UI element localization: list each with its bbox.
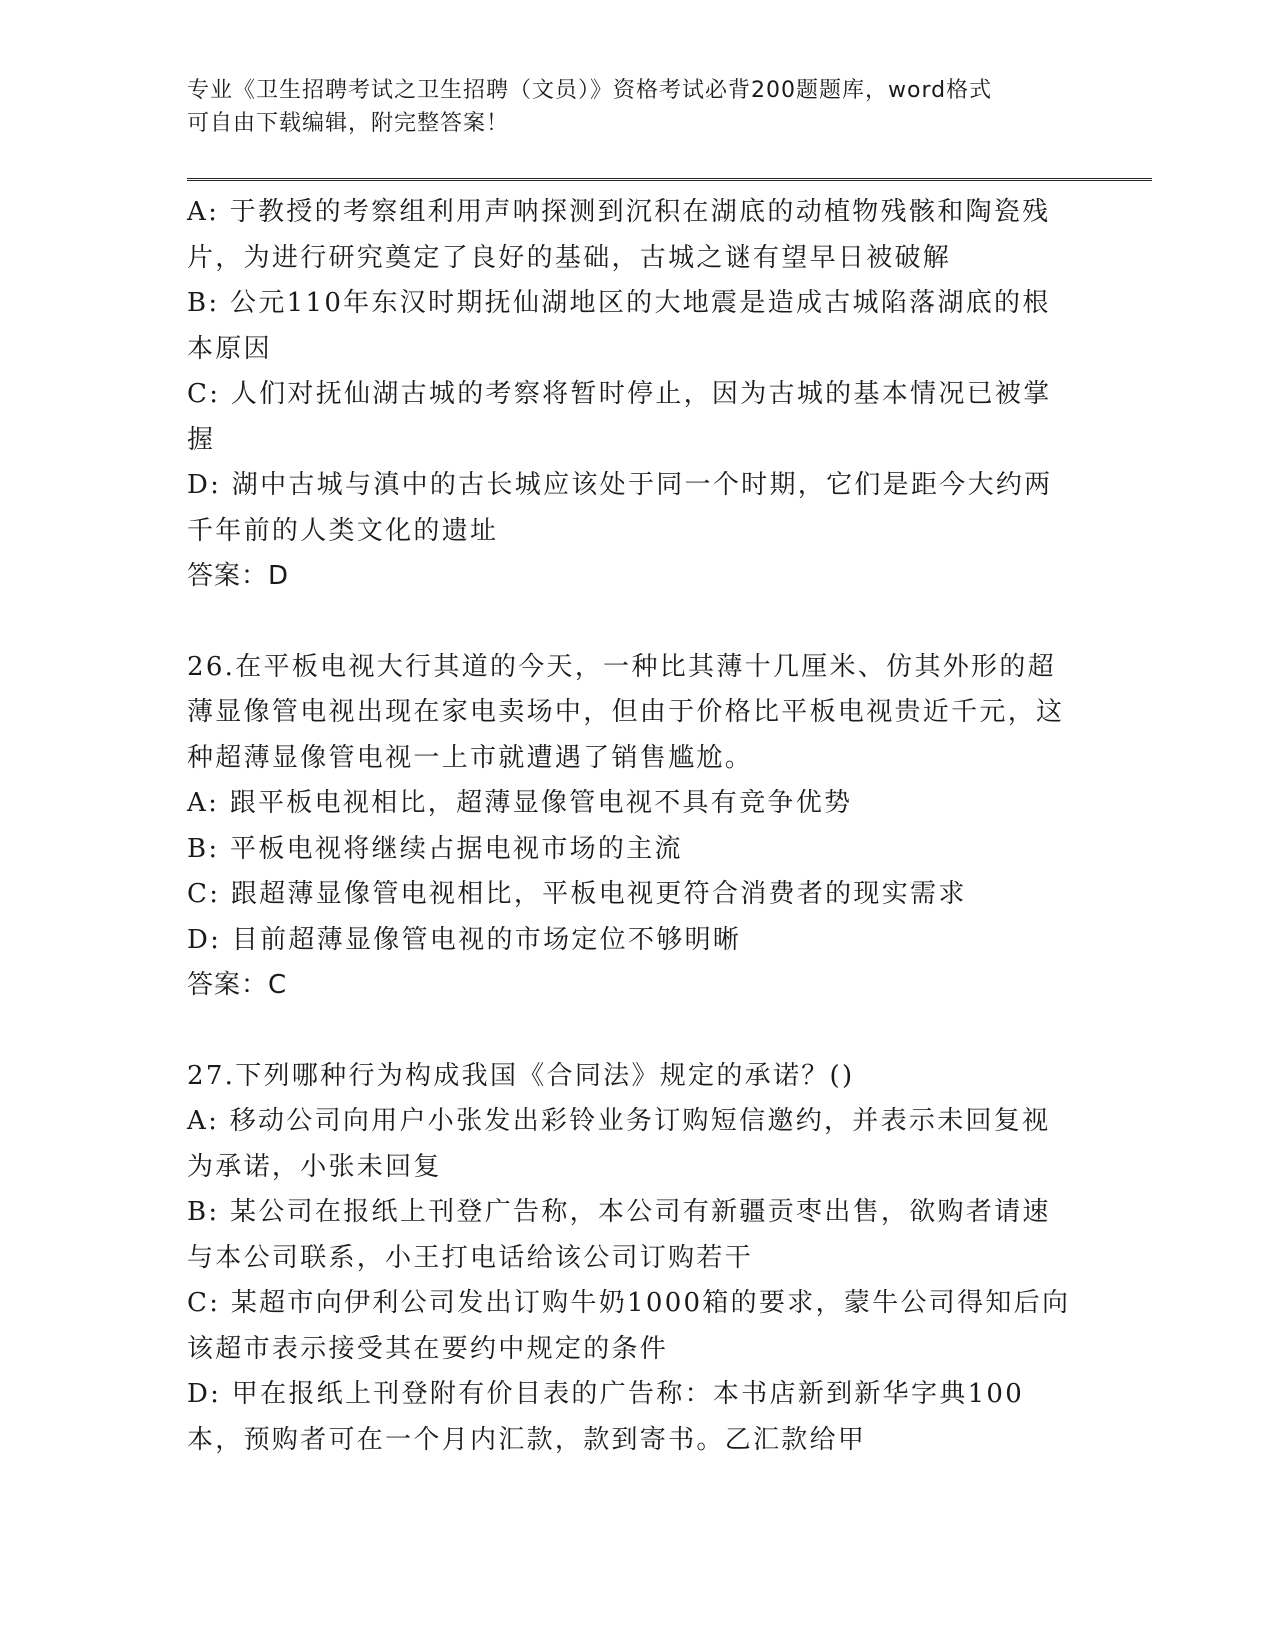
header-line-1: 专业《卫生招聘考试之卫生招聘（文员）》资格考试必背200题题库，word格式 — [187, 78, 993, 103]
question-block-27 — [187, 1054, 1077, 1464]
question-block-26 — [187, 645, 1077, 1009]
option-d: D: 目前超薄显像管电视的市场定位不够明晰 — [187, 924, 742, 955]
option-d: D: 甲在报纸上刊登附有价目表的广告称：本书店新到新华字典100本，预购者可在一个月内汇款，款到寄书。乙汇款给甲 — [187, 1379, 1025, 1455]
answer-line: 答案：D — [187, 561, 290, 591]
option-d: D: 湖中古城与滇中的古长城应该处于同一个时期，它们是距今大约两千年前的人类文化的遗址 — [187, 470, 1053, 546]
option-a: A: 移动公司向用户小张发出彩铃业务订购短信邀约，并表示未回复视为承诺，小张未回复 — [187, 1106, 1051, 1182]
option-c: C: 人们对抚仙湖古城的考察将暂时停止，因为古城的基本情况已被掌握 — [187, 379, 1052, 455]
question-content — [187, 190, 1077, 1463]
option-b: B: 公元110年东汉时期抚仙湖地区的大地震是造成古城陷落湖底的根本原因 — [187, 288, 1051, 364]
option-a: A: 于教授的考察组利用声呐探测到沉积在湖底的动植物残骸和陶瓷残片，为进行研究奠定了良好的基础，古城之谜有望早日被破解 — [187, 197, 1051, 273]
header-divider — [187, 178, 1152, 181]
document-header — [187, 74, 1067, 140]
option-b: B: 平板电视将继续占据电视市场的主流 — [187, 833, 683, 864]
option-a: A: 跟平板电视相比，超薄显像管电视不具有竞争优势 — [187, 788, 853, 818]
question-stem: 26.在平板电视大行其道的今天，一种比其薄十几厘米、仿其外形的超薄显像管电视出现在家电卖场中，但由于价格比平板电视贵近千元，这种超薄显像管电视一上市就遭遇了销售尴尬。 — [187, 651, 1065, 773]
option-c: C: 某超市向伊利公司发出订购牛奶1000箱的要求，蒙牛公司得知后向该超市表示接受其在要约中规定的条件 — [187, 1288, 1071, 1364]
header-line-2: 可自由下载编辑，附完整答案！ — [187, 111, 510, 136]
option-c: C: 跟超薄显像管电视相比，平板电视更符合消费者的现实需求 — [187, 879, 967, 909]
option-b: B: 某公司在报纸上刊登广告称，本公司有新疆贡枣出售，欲购者请速与本公司联系，小王打电话给该公司订购若干 — [187, 1197, 1051, 1273]
question-block-25 — [187, 190, 1077, 600]
question-stem: 27.下列哪种行为构成我国《合同法》规定的承诺？() — [187, 1060, 855, 1091]
answer-line: 答案：C — [187, 970, 288, 1000]
